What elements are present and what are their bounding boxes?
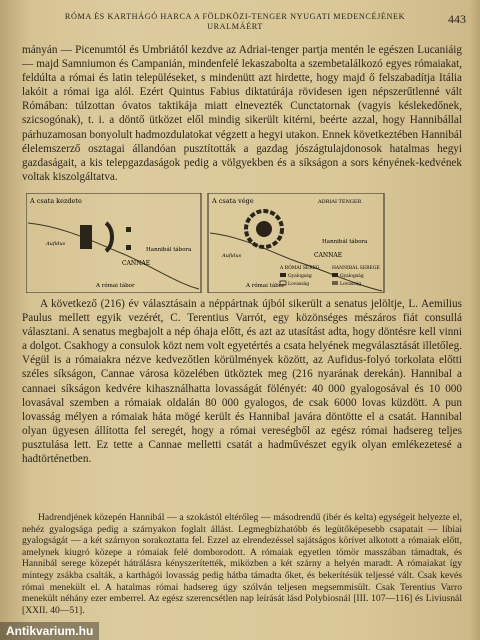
- map-start-title: A csata kezdete: [30, 197, 82, 205]
- map-end-river: Aufidus: [222, 253, 242, 259]
- carthaginian-unit: [126, 245, 131, 250]
- legend-hannibal-infantry: Gyalogság: [340, 274, 364, 279]
- map-end-city: CANNAE: [314, 252, 343, 259]
- carthaginian-unit: [126, 227, 131, 232]
- roman-army-block: [80, 225, 92, 249]
- map-end-title: A csata vége: [212, 197, 254, 205]
- cannae-battle-map: [26, 193, 386, 293]
- surrounded-roman-army: [256, 221, 272, 237]
- legend-roman-infantry-swatch: [280, 273, 286, 277]
- map-end-hannibal-camp: Hannibál tábora: [322, 239, 368, 245]
- map-end-roman-camp: A római tábor: [246, 283, 285, 289]
- map-end-sea: ADRIAI TENGER: [318, 199, 362, 205]
- legend-hannibal-cavalry: Lovasság: [340, 282, 362, 287]
- running-header: RÓMA ÉS KARTHÁGÓ HARCA A FÖLDKÖZI-TENGER NYUGATI MEDENCÉJÉNEK URALMÁÉRT: [64, 12, 406, 31]
- map-legend: [279, 263, 380, 287]
- battle-maps-figure: [26, 193, 386, 293]
- small-print-note: [22, 512, 462, 616]
- paragraph-1: mányán — Picenumtól és Umbriától kezdve az Adriai-tenger partja mentén le egészen Lucaniáig — majd Samniumon és Campanián, mindenfelé lekaszabolta a szembetalálkozó egyes rómaiakat, feldúlta a római és latin településeket, s mindenütt azt hirdette, hogy majd ő felszabadítja Itália lakóit a római iga alól. Ezért Quintus Fabius diktatúrája rövidesen igen népszerűtlenné vált Rómában: túlzottan óvatos taktikája miatt elnevezték Cunctatornak (vagyis késlekedőnek, szicsogónak), t. i. a döntő ütközet elől mindig sikerült kitérni, beérte azzal, hogy Hannibállal párhuzamosan bonyolult hadmozdulatokat végzett a hegyi utakon. Ennek következtében Hannibál élelemszerző osztagai állandóan pusztították a gazdag jószágtulajdonosok hatalmas hegyi gazdaságait, a kis telepgazdaságok pedig a völgyekben és a síkságon a sors kényének-kedvének voltak kiszolgáltatva.: [22, 44, 462, 183]
- paragraph-2: A következő (216) év választásain a néppártnak újból sikerült a senatus jelöltje, L. Aemilius Paulus mellett egyik vezérét, C. Terentius Varrót, egy közönséges mészáros fiát consullá választani. A senatus megbajolt a nép óhaja előtt, és azt az utasítást adta, hogy döntésre kell vinni a dolgot. Csakhogy a consulok közt nem volt egyetértés a csata helyének megválasztását illetőleg. Végül is a rómaiakra nézve kedvezőtlen körülmények között, az Aufidus-folyó torkolata előtti széles síkságon, Cannae városa közelében ütköztek meg (216 nyarának derekán). Hannibal a cannaei síkságon kedvére kihasználhatta lovasságát fölényét: 40 000 gyalogosával és 10 000 lovasával szemben a rómaiak oldalán 80 000 gyalogos, de csak 6000 lovas küzdött. A pun lovasság mélyen a rómaiak háta mögé került és Hannibal javára döntötte el a csatát. Hannibal olyan ügyesen állította fel seregét, hogy a római vereségből az egész római hadsereg teljes pusztulása lett. Ez tette a Cannae melletti csatát a hadművészet egyik olyan emlékezetesé a hadtörténetben.: [22, 298, 462, 466]
- page-number: 443: [448, 12, 466, 26]
- small-print-paragraph: Hadrendjének közepén Hannibál — a szokástól eltérőleg — másodrendű (ibér és kelta) egységeit helyezte el, nehéz gyalogsága pedig a szárnyakon foglalt állást. Legmegbízhatóbb és legütőképesebb csapatait — líbiai gyalogságát — a két szárnyon sorakoztatta fel. Ezzel az elrendezéssel sajátságos körívet alkotott a rómaiak előtt, amelynek kiugró közepe a rómaiak felé domborodott. A rómaiak egyetlen tömör masszában támadtak, és Hannibál serege közepét hátrálásra kényszerítették, miközben a két szárny a helyén maradt. A rómaiakat így mintegy zsákba csalták, a karthágói lovasság pedig hátba támadta őket, és bekerítésük teljessé vált. Csak kevés római menekült el. A hatalmas római hadsereg úgy szólván teljesen megsemmisült. Csak Terentius Varro menekült néhány ezer emberrel. Az egész szerencsétlen nap leírását lásd Polybiosnál [III. 107—116] és Liviusnál [XXII. 40—51].: [22, 512, 462, 616]
- legend-roman-cavalry: Lovasság: [288, 282, 310, 287]
- legend-hannibal-cavalry-swatch: [332, 281, 338, 285]
- map-start-river: Aufidus: [46, 241, 66, 247]
- legend-hannibal-infantry-swatch: [332, 273, 338, 277]
- legend-roman-infantry: Gyalogság: [288, 274, 312, 279]
- map-start-roman-camp: A római tábor: [96, 283, 135, 289]
- map-start-city: CANNAE: [122, 260, 151, 267]
- legend-roman-heading: A RÓMAI SEREG: [280, 266, 320, 271]
- legend-hannibal-heading: HANNIBÁL SEREGE: [332, 266, 380, 271]
- map-start-hannibal-camp: Hannibál tábora: [146, 247, 192, 253]
- map-start: [26, 193, 201, 293]
- watermark: Antikvarium.hu: [0, 622, 99, 640]
